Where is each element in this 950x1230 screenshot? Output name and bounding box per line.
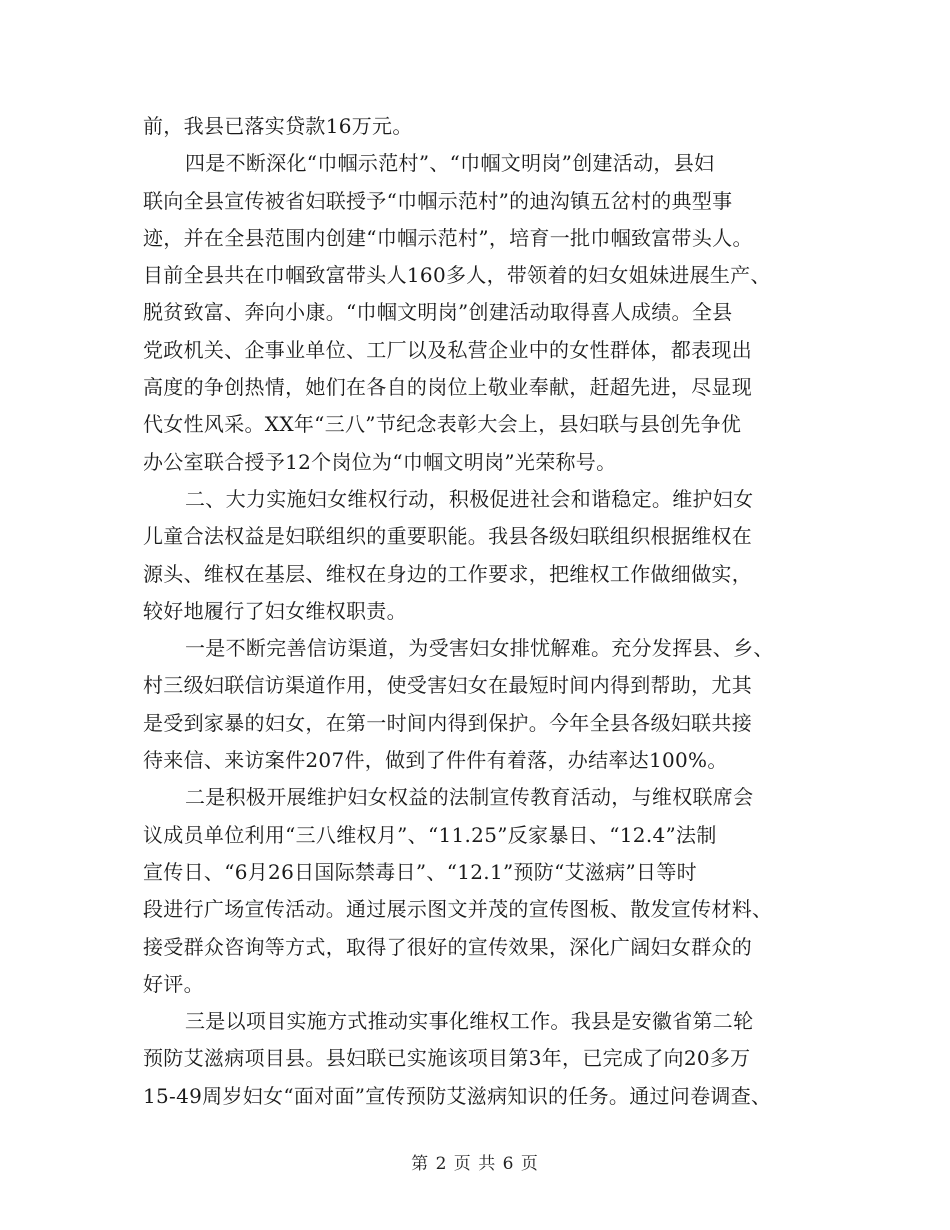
text-line: 段进行广场宣传活动。通过展示图文并茂的宣传图板、散发宣传材料、 [143, 897, 773, 922]
text-line: 二是积极开展维护妇女权益的法制宣传教育活动，与维权联席会 [185, 785, 754, 810]
body-text [143, 108, 823, 1115]
text-line: 好评。 [143, 971, 204, 996]
page-footer [0, 1152, 950, 1176]
text-line: 村三级妇联信访渠道作用，使受害妇女在最短时间内得到帮助，尤其 [143, 673, 752, 698]
text-line: 儿童合法权益是妇联组织的重要职能。我县各级妇联组织根据维权在 [143, 524, 752, 549]
text-line: 脱贫致富、奔向小康。“巾帼文明岗”创建活动取得喜人成绩。全县 [143, 300, 733, 325]
page-number: 第 2 页 共 6 页 [411, 1154, 539, 1174]
text-line: 接受群众咨询等方式，取得了很好的宣传效果，深化广阔妇女群众的 [143, 934, 752, 959]
text-line: 是受到家暴的妇女，在第一时间内得到保护。今年全县各级妇联共接 [143, 710, 752, 735]
text-line: 四是不断深化“巾帼示范村”、“巾帼文明岗”创建活动，县妇 [185, 151, 715, 176]
text-line: 宣传日、“6月26日国际禁毒日”、“12.1”预防“艾滋病”日等时 [143, 859, 697, 884]
text-line: 高度的争创热情，她们在各自的岗位上敬业奉献，赶超先进，尽显现 [143, 375, 752, 400]
text-line: 联向全县宣传被省妇联授予“巾帼示范村”的迪沟镇五岔村的典型事 [143, 188, 733, 213]
text-line: 预防艾滋病项目县。县妇联已实施该项目第3年，已完成了向20多万 [143, 1046, 751, 1071]
text-line: 15-49周岁妇女“面对面”宣传预防艾滋病知识的任务。通过问卷调查、 [143, 1083, 772, 1108]
text-line: 办公室联合授予12个岗位为“巾帼文明岗”光荣称号。 [143, 449, 617, 474]
text-line: 前，我县已落实贷款16万元。 [143, 114, 413, 138]
text-line: 待来信、来访案件207件，做到了件件有着落，办结率达100%。 [143, 748, 728, 773]
text-line: 议成员单位利用“三八维权月”、“11.25”反家暴日、“12.4”法制 [143, 822, 717, 847]
text-line: 代女性风采。XX年“三八”节纪念表彰大会上，县妇联与县创先争优 [143, 412, 742, 437]
text-line: 三是以项目实施方式推动实事化维权工作。我县是安徽省第二轮 [185, 1009, 754, 1034]
text-line: 较好地履行了妇女维权职责。 [143, 598, 407, 623]
text-line: 党政机关、企事业单位、工厂以及私营企业中的女性群体，都表现出 [143, 337, 752, 362]
text-line: 目前全县共在巾帼致富带头人160多人，带领着的妇女姐妹进展生产、 [143, 263, 771, 288]
text-line: 二、大力实施妇女维权行动，积极促进社会和谐稳定。维护妇女 [185, 486, 754, 511]
text-line: 迹，并在全县范围内创建“巾帼示范村”，培育一批巾帼致富带头人。 [143, 225, 753, 250]
text-line: 源头、维权在基层、维权在身边的工作要求，把维权工作做细做实， [143, 561, 752, 586]
text-line: 一是不断完善信访渠道，为受害妇女排忧解难。充分发挥县、乡、 [185, 636, 774, 661]
